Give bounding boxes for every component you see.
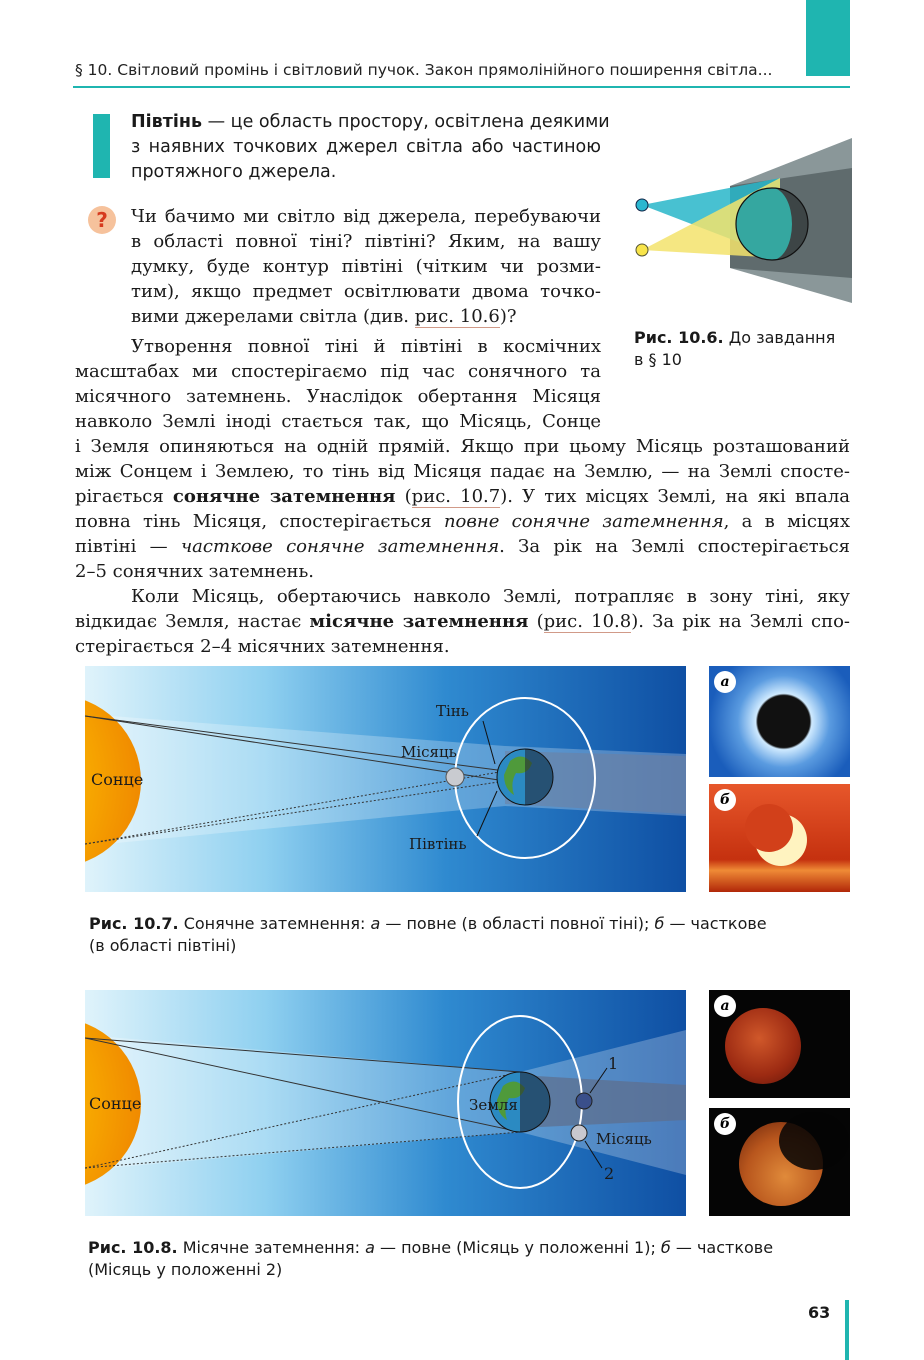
partial-solar-eclipse-photo: б — [709, 784, 850, 892]
fig-10-8-link[interactable]: рис. 10.8 — [543, 611, 632, 632]
fig-10-7-diagram — [85, 666, 686, 892]
paragraph-eclipse-formation: Утворення повної тіні й півтіні в космічних масштабах ми спостерігаємо під час сонячного та місячного затемнень. Унаслідок обертання Місяця навколо Землі іноді стається так, що Місяць, Сонце і Земля опиняються на одній прямій. Якщо при цьому Місяць розташований між Сонцем і Землею, то тінь від Місяця падає на Землю, — на Землі спосте- рігається сонячне затемнення (рис. 10.7). У тих місцях Землі, на які впала повна тінь Місяця, спостерігається повне сонячне затемнення, а в місцях півтіні — часткове сонячне затемнення. За рік на Землі спостерігається 2–5 сонячних затемнень. — [75, 336, 851, 582]
fig-10-8-position-1-label: 1 — [608, 1054, 619, 1073]
partial-lunar-eclipse-photo: б — [709, 1108, 850, 1216]
total-lunar-eclipse-photo: а — [709, 990, 850, 1098]
footer-accent-bar — [845, 1300, 849, 1360]
fig-10-8-earth-label: Земля — [469, 1096, 518, 1114]
total-solar-eclipse-photo: а — [709, 666, 850, 777]
moon-position-1-icon — [576, 1093, 592, 1109]
moon-icon — [446, 768, 464, 786]
fig-10-8-moon-label: Місяць — [596, 1130, 652, 1148]
header-tab — [806, 0, 850, 76]
fig-10-8-position-2-label: 2 — [604, 1164, 615, 1183]
term-solar-eclipse: сонячне затемнення — [172, 486, 396, 507]
definition-block: Півтінь — це область простору, освітлена деякими з наявних точкових джерел світла або частиною протяжного джерела. — [131, 112, 610, 182]
fig-10-7-moon-label: Місяць — [401, 743, 457, 761]
fig-10-7-penumbra-label: Півтінь — [409, 835, 467, 853]
header-rule — [73, 86, 850, 88]
fig-10-7-sun-label: Сонце — [91, 770, 144, 789]
question-block: Чи бачимо ми світло від джерела, перебуваючи в області повної тіні? півтіні? Яким, на вашу думку, буде контур півтіні (чітким чи розми- тим), якщо предмет освітлювати двома точко- вими джерелами світла (див. рис. 10.6)? — [131, 206, 601, 327]
point-source-blue-icon — [636, 199, 648, 211]
earth-icon — [497, 749, 553, 805]
fig-10-6-diagram — [630, 138, 852, 303]
point-source-yellow-icon — [636, 244, 648, 256]
moon-position-2-icon — [571, 1125, 587, 1141]
fig-10-6-caption: Рис. 10.6. До завдання в § 10 — [634, 328, 836, 369]
term-lunar-eclipse: місячне затемнення — [309, 611, 529, 632]
fig-10-8-caption: Рис. 10.8. Місячне затемнення: а — повне (Місяць у положенні 1); б — часткове (Місяць у положенні 2) — [88, 1238, 774, 1279]
definition-term: Півтінь — [131, 112, 203, 132]
page-number: 63 — [808, 1303, 831, 1322]
fig-10-7-link[interactable]: рис. 10.7 — [411, 486, 501, 507]
fig-10-8-diagram — [85, 990, 686, 1216]
header-title: § 10. Світловий промінь і світловий пучок. Закон прямолінійного поширення світла... — [75, 61, 773, 79]
definition-marker — [93, 114, 110, 178]
fig-10-7-caption: Рис. 10.7. Сонячне затемнення: а — повне (в області повної тіні); б — часткове (в області півтіні) — [89, 914, 767, 955]
fig-10-7-shadow-label: Тінь — [436, 702, 469, 720]
fig-10-6-link[interactable]: рис. 10.6 — [414, 306, 500, 327]
fig-10-8-sun-label: Сонце — [89, 1094, 142, 1113]
question-icon: ? — [88, 206, 116, 234]
paragraph-lunar-eclipse: Коли Місяць, обертаючись навколо Землі, потрапляє в зону тіні, яку відкидає Земля, настає місячне затемнення (рис. 10.8). За рік на Землі спо- стерігається 2–4 місячних затемнення. — [75, 586, 850, 657]
